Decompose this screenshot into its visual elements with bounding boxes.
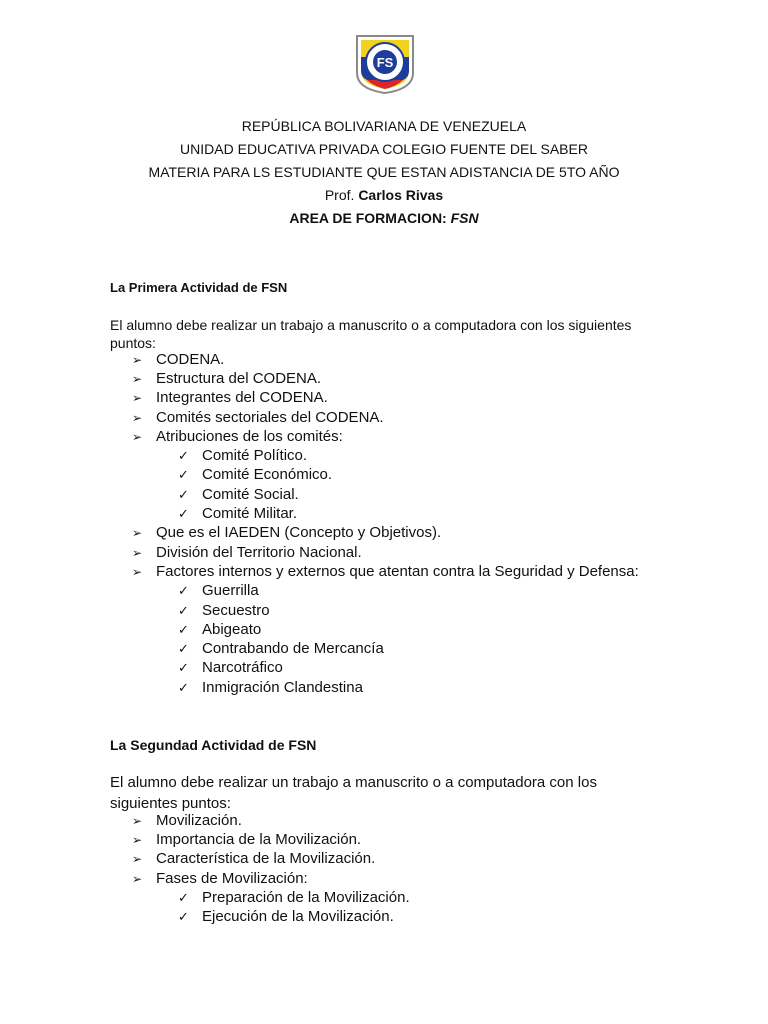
checkmark-icon: ✓ xyxy=(178,909,189,924)
checkmark-icon: ✓ xyxy=(178,680,189,695)
checkmark-icon: ✓ xyxy=(178,467,189,482)
arrow-bullet-icon: ➢ xyxy=(132,546,143,560)
checkmark-icon: ✓ xyxy=(178,506,189,521)
arrow-bullet-icon: ➢ xyxy=(132,353,143,367)
document-page: FS REPÚBLICA BOLIVARIANA DE VENEZUELA UNIDAD EDUCATIVA PRIVADA COLEGIO FUENTE DEL SABER MATERIA PARA LS ESTUDIANTE QUE ESTAN ADISTANCIA DE 5TO AÑO Prof. Carlos Rivas AREA DE FORMACION: FSN La Primera Actividad de FSN El alumno debe realizar un trabajo a manuscrito o a computadora con los siguientes puntos: ➢ CODENA. ➢ Estructura del CODENA. ➢ Integrantes del CODENA. ➢ Comités sectoriales del CODENA. ➢ Atribuciones de los comités: ✓ Comité Político. ✓ Comité Económico. ✓ Comité Social. ✓ Comité Militar. ➢ Que es el IAEDEN (Concepto y Objetivos). ➢ División del Territorio Nacional. ➢ Factores internos y externos que atentan contra la Seguridad y Defensa: ✓ Guerrilla ✓ Secuestro ✓ Abigeato ✓ Contrabando de Mercancía ✓ Narcotráfico ✓ Inmigración Clandestina La Segundad Actividad de FSN El alumno debe realizar un trabajo a manuscrito o a computadora con los siguientes puntos: ➢ Movilización. ➢ Importancia de la Movilización. ➢ Característica de la Movilización. ➢ Fases de Movilización: ✓ Preparación de la Movilización. ✓ Ejecución de la Movilización. xyxy=(0,0,768,1024)
header-area xyxy=(0,209,768,227)
arrow-bullet-icon: ➢ xyxy=(132,391,143,405)
checkmark-icon: ✓ xyxy=(178,448,189,463)
header-school: UNIDAD EDUCATIVA PRIVADA COLEGIO FUENTE DEL SABER xyxy=(180,141,588,157)
crest-icon xyxy=(353,33,417,95)
arrow-bullet-icon: ➢ xyxy=(132,814,143,828)
section2-intro-line2: siguientes puntos: xyxy=(110,795,231,812)
arrow-bullet-icon: ➢ xyxy=(132,872,143,886)
section2-intro-line1: El alumno debe realizar un trabajo a manuscrito o a computadora con los xyxy=(110,774,597,791)
checkmark-icon: ✓ xyxy=(178,641,189,656)
checkmark-icon: ✓ xyxy=(178,660,189,675)
arrow-bullet-icon: ➢ xyxy=(132,526,143,540)
checkmark-icon: ✓ xyxy=(178,622,189,637)
arrow-bullet-icon: ➢ xyxy=(132,852,143,866)
header-professor xyxy=(0,186,768,204)
arrow-bullet-icon: ➢ xyxy=(132,565,143,579)
professor-prefix: Prof. xyxy=(324,187,359,203)
arrow-bullet-icon: ➢ xyxy=(132,411,143,425)
arrow-bullet-icon: ➢ xyxy=(132,372,143,386)
area-prefix: AREA DE FORMACION: xyxy=(289,210,451,226)
professor-name: Carlos Rivas xyxy=(358,187,444,203)
section1-intro xyxy=(110,316,670,352)
header-republic: REPÚBLICA BOLIVARIANA DE VENEZUELA xyxy=(241,118,527,134)
crest-initials: FS xyxy=(376,55,394,70)
section1-intro-line2: puntos: xyxy=(110,335,156,351)
school-crest-logo xyxy=(353,33,417,95)
checkmark-icon: ✓ xyxy=(178,890,189,905)
section1-title: La Primera Actividad de FSN xyxy=(110,280,288,295)
arrow-bullet-icon: ➢ xyxy=(132,833,143,847)
section1-intro-line1: El alumno debe realizar un trabajo a manuscrito o a computadora con los siguientes xyxy=(110,317,632,333)
area-value: FSN xyxy=(450,210,479,226)
header-subject: MATERIA PARA LS ESTUDIANTE QUE ESTAN ADISTANCIA DE 5TO AÑO xyxy=(148,164,620,180)
section2-title: La Segundad Actividad de FSN xyxy=(110,737,317,753)
checkmark-icon: ✓ xyxy=(178,487,189,502)
arrow-bullet-icon: ➢ xyxy=(132,430,143,444)
checkmark-icon: ✓ xyxy=(178,603,189,618)
checkmark-icon: ✓ xyxy=(178,583,189,598)
section2-intro xyxy=(110,772,670,814)
